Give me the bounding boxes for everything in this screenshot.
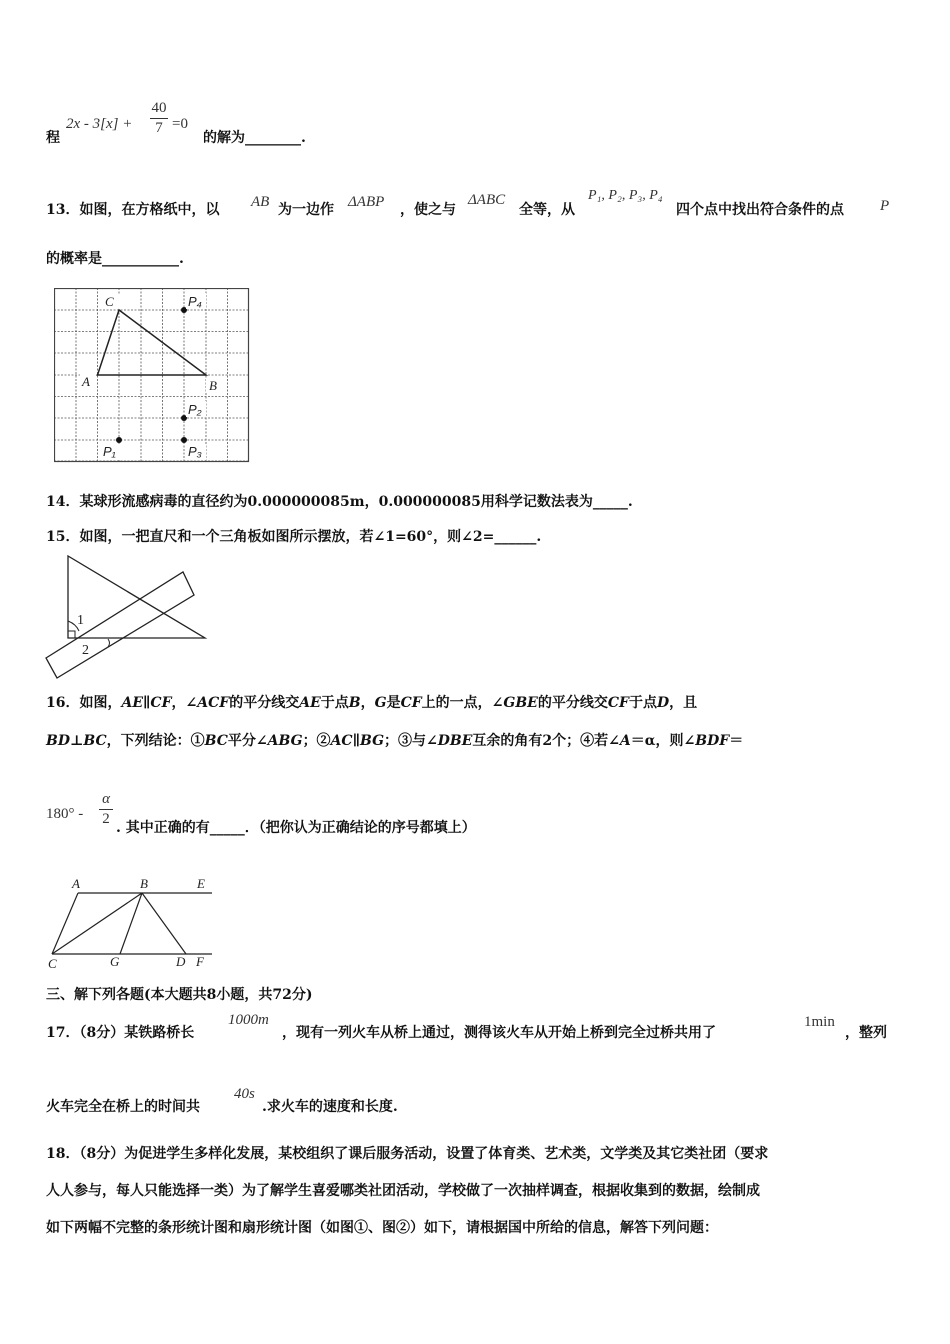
section-3-heading: 三、解下列各题(本大题共8小题，共72分): [46, 987, 313, 1003]
q13-math-abc: ΔABC: [468, 192, 506, 208]
q15-text: 15．如图，一把直尺和一个三角板如图所示摆放，若∠1=60°，则∠2=______.: [46, 529, 542, 545]
label-a: A: [82, 374, 90, 389]
q16-l1-d: ACF: [197, 695, 230, 711]
q16-l2-i: DBE: [437, 733, 473, 749]
q16-fraction: [99, 791, 113, 828]
label-p3: P₃: [188, 444, 202, 459]
q12-frac-den: 7: [155, 120, 163, 136]
q16-line-3: . 其中正确的有_____．（把你认为正确结论的序号都填上）: [116, 820, 476, 836]
q16-l2-h: ；③与∠: [384, 733, 438, 749]
label-c: C: [105, 294, 114, 309]
q18-line-1: 18．（8分）为促进学生多样化发展，某校组织了课后服务活动，设置了体育类、艺术类，文学类及其它类社团（要求: [46, 1146, 769, 1162]
label-a: A: [72, 876, 80, 891]
q16-l1-s: ，且: [669, 695, 698, 711]
label-d: D: [176, 954, 186, 969]
q16-line-2: [46, 734, 743, 748]
triangle-abc: [98, 310, 207, 375]
angle-2-arc: [108, 639, 110, 647]
q13-text-2: 为一边作: [278, 202, 334, 218]
q16-l1-r: D: [656, 695, 670, 711]
label-c: C: [48, 956, 57, 971]
q12-equation-left: 2x - 3[x] +: [66, 116, 133, 132]
segment-bg: [120, 893, 142, 954]
q14-text: 14．某球形流感病毒的直径约为0.000000085m，0.000000085用科学记数法表为_____.: [46, 494, 633, 510]
q13-text-3: ，使之与: [400, 202, 456, 218]
q16-l1-i: ，: [360, 695, 375, 711]
q17-text-1: 17．（8分）某铁路桥长: [46, 1025, 195, 1041]
q13-text-1: 13．如图，在方格纸中，以: [46, 202, 220, 218]
q13-math-points: P₁, P₂, P₃, P₄: [588, 188, 663, 203]
q17-text-4: 火车完全在桥上的时间共: [46, 1099, 200, 1115]
label-p4: P₄: [188, 294, 202, 309]
q16-l1-f: AE: [299, 695, 321, 711]
q16-l2-n: ＝: [729, 733, 744, 749]
label-e: E: [197, 876, 205, 891]
point-p1: [116, 437, 122, 443]
q16-frac-num: α: [102, 791, 110, 807]
q16-l2-f: ；②: [302, 733, 331, 749]
q16-l1-h: B: [348, 695, 361, 711]
q13-math-ab: AB: [251, 194, 270, 210]
q16-l2-k: A: [619, 733, 631, 749]
set-square: [68, 556, 205, 638]
q16-l2-l: ＝α，则∠: [630, 733, 696, 749]
q13-grid-figure: [54, 288, 251, 463]
q13-text-5: 四个点中找出符合条件的点: [676, 202, 844, 218]
q16-l1-e: 的平分线交: [229, 695, 300, 711]
q16-l1-l: CF: [400, 695, 422, 711]
q16-l2-g: AC∥BG: [330, 733, 385, 749]
right-angle-mark: [68, 631, 75, 638]
label-p1: P₁: [103, 444, 116, 459]
angle-2-label: 2: [82, 643, 89, 658]
q16-frac-den: 2: [102, 811, 110, 827]
q16-l2-e: ABG: [267, 733, 303, 749]
angle-1-label: 1: [77, 613, 84, 628]
q16-l2-j: 互余的角有2个；④若∠: [472, 733, 620, 749]
q17-math-seconds: 40s: [234, 1086, 255, 1102]
label-f: F: [196, 954, 204, 969]
q12-frac-num: 40: [151, 100, 167, 116]
q17-math-time: 1min: [804, 1014, 835, 1030]
label-b: B: [209, 378, 217, 393]
q17-text-5: .求火车的速度和长度.: [262, 1099, 398, 1115]
q16-degree: 180° -: [46, 806, 84, 822]
q18-line-3: 如下两幅不完整的条形统计图和扇形统计图（如图①、图②）如下，请根据国中所给的信息，解答下列问题：: [46, 1220, 718, 1236]
q16-l2-b: ，下列结论：①: [106, 733, 205, 749]
q16-parallel-lines-figure: [44, 872, 216, 972]
q16-l1-a: 16．如图，: [46, 695, 122, 711]
q13-math-p: P: [880, 198, 890, 214]
q12-prefix: 程: [46, 130, 60, 146]
q17-math-length: 1000m: [228, 1012, 269, 1028]
segment-bd: [142, 893, 186, 954]
q16-l1-o: 的平分线交: [537, 695, 608, 711]
q16-l1-j: G: [374, 695, 387, 711]
q16-l1-b: AE∥CF: [121, 695, 172, 711]
q16-l2-m: BDF: [695, 733, 730, 749]
q13-math-abp: ΔABP: [348, 194, 385, 210]
q12-suffix: 的解为________.: [203, 130, 306, 146]
point-p3: [181, 437, 187, 443]
q17-text-2: ，现有一列火车从桥上通过，测得该火车从开始上桥到完全过桥共用了: [282, 1025, 716, 1041]
q13-text-4: 全等，从: [519, 202, 575, 218]
q15-ruler-triangle-figure: [44, 552, 210, 680]
label-p2: P₂: [188, 402, 202, 417]
q16-l1-q: 于点: [628, 695, 657, 711]
q18-line-2: 人人参与，每人只能选择一类）为了解学生喜爱哪类社团活动，学校做了一次抽样调查，根据收集到的数据，绘制成: [46, 1183, 760, 1199]
q16-line-1: [46, 696, 697, 710]
q16-l1-p: CF: [607, 695, 629, 711]
q16-l2-d: 平分∠: [227, 733, 268, 749]
q16-l1-g: 于点: [320, 695, 349, 711]
q16-l1-n: GBE: [503, 695, 538, 711]
q13-line-2: 的概率是___________.: [46, 251, 184, 267]
q17-text-3: ，整列: [845, 1025, 887, 1041]
q12-equation-right: =0: [172, 116, 188, 132]
label-g: G: [110, 954, 120, 969]
q16-l1-m: 上的一点，∠: [421, 695, 504, 711]
q16-l1-k: 是: [386, 695, 401, 711]
q16-l1-c: ，∠: [171, 695, 198, 711]
q16-l2-a: BD⊥BC: [46, 733, 107, 749]
label-b: B: [140, 876, 148, 891]
q12-fraction: [150, 100, 168, 137]
q16-l2-c: BC: [204, 733, 228, 749]
